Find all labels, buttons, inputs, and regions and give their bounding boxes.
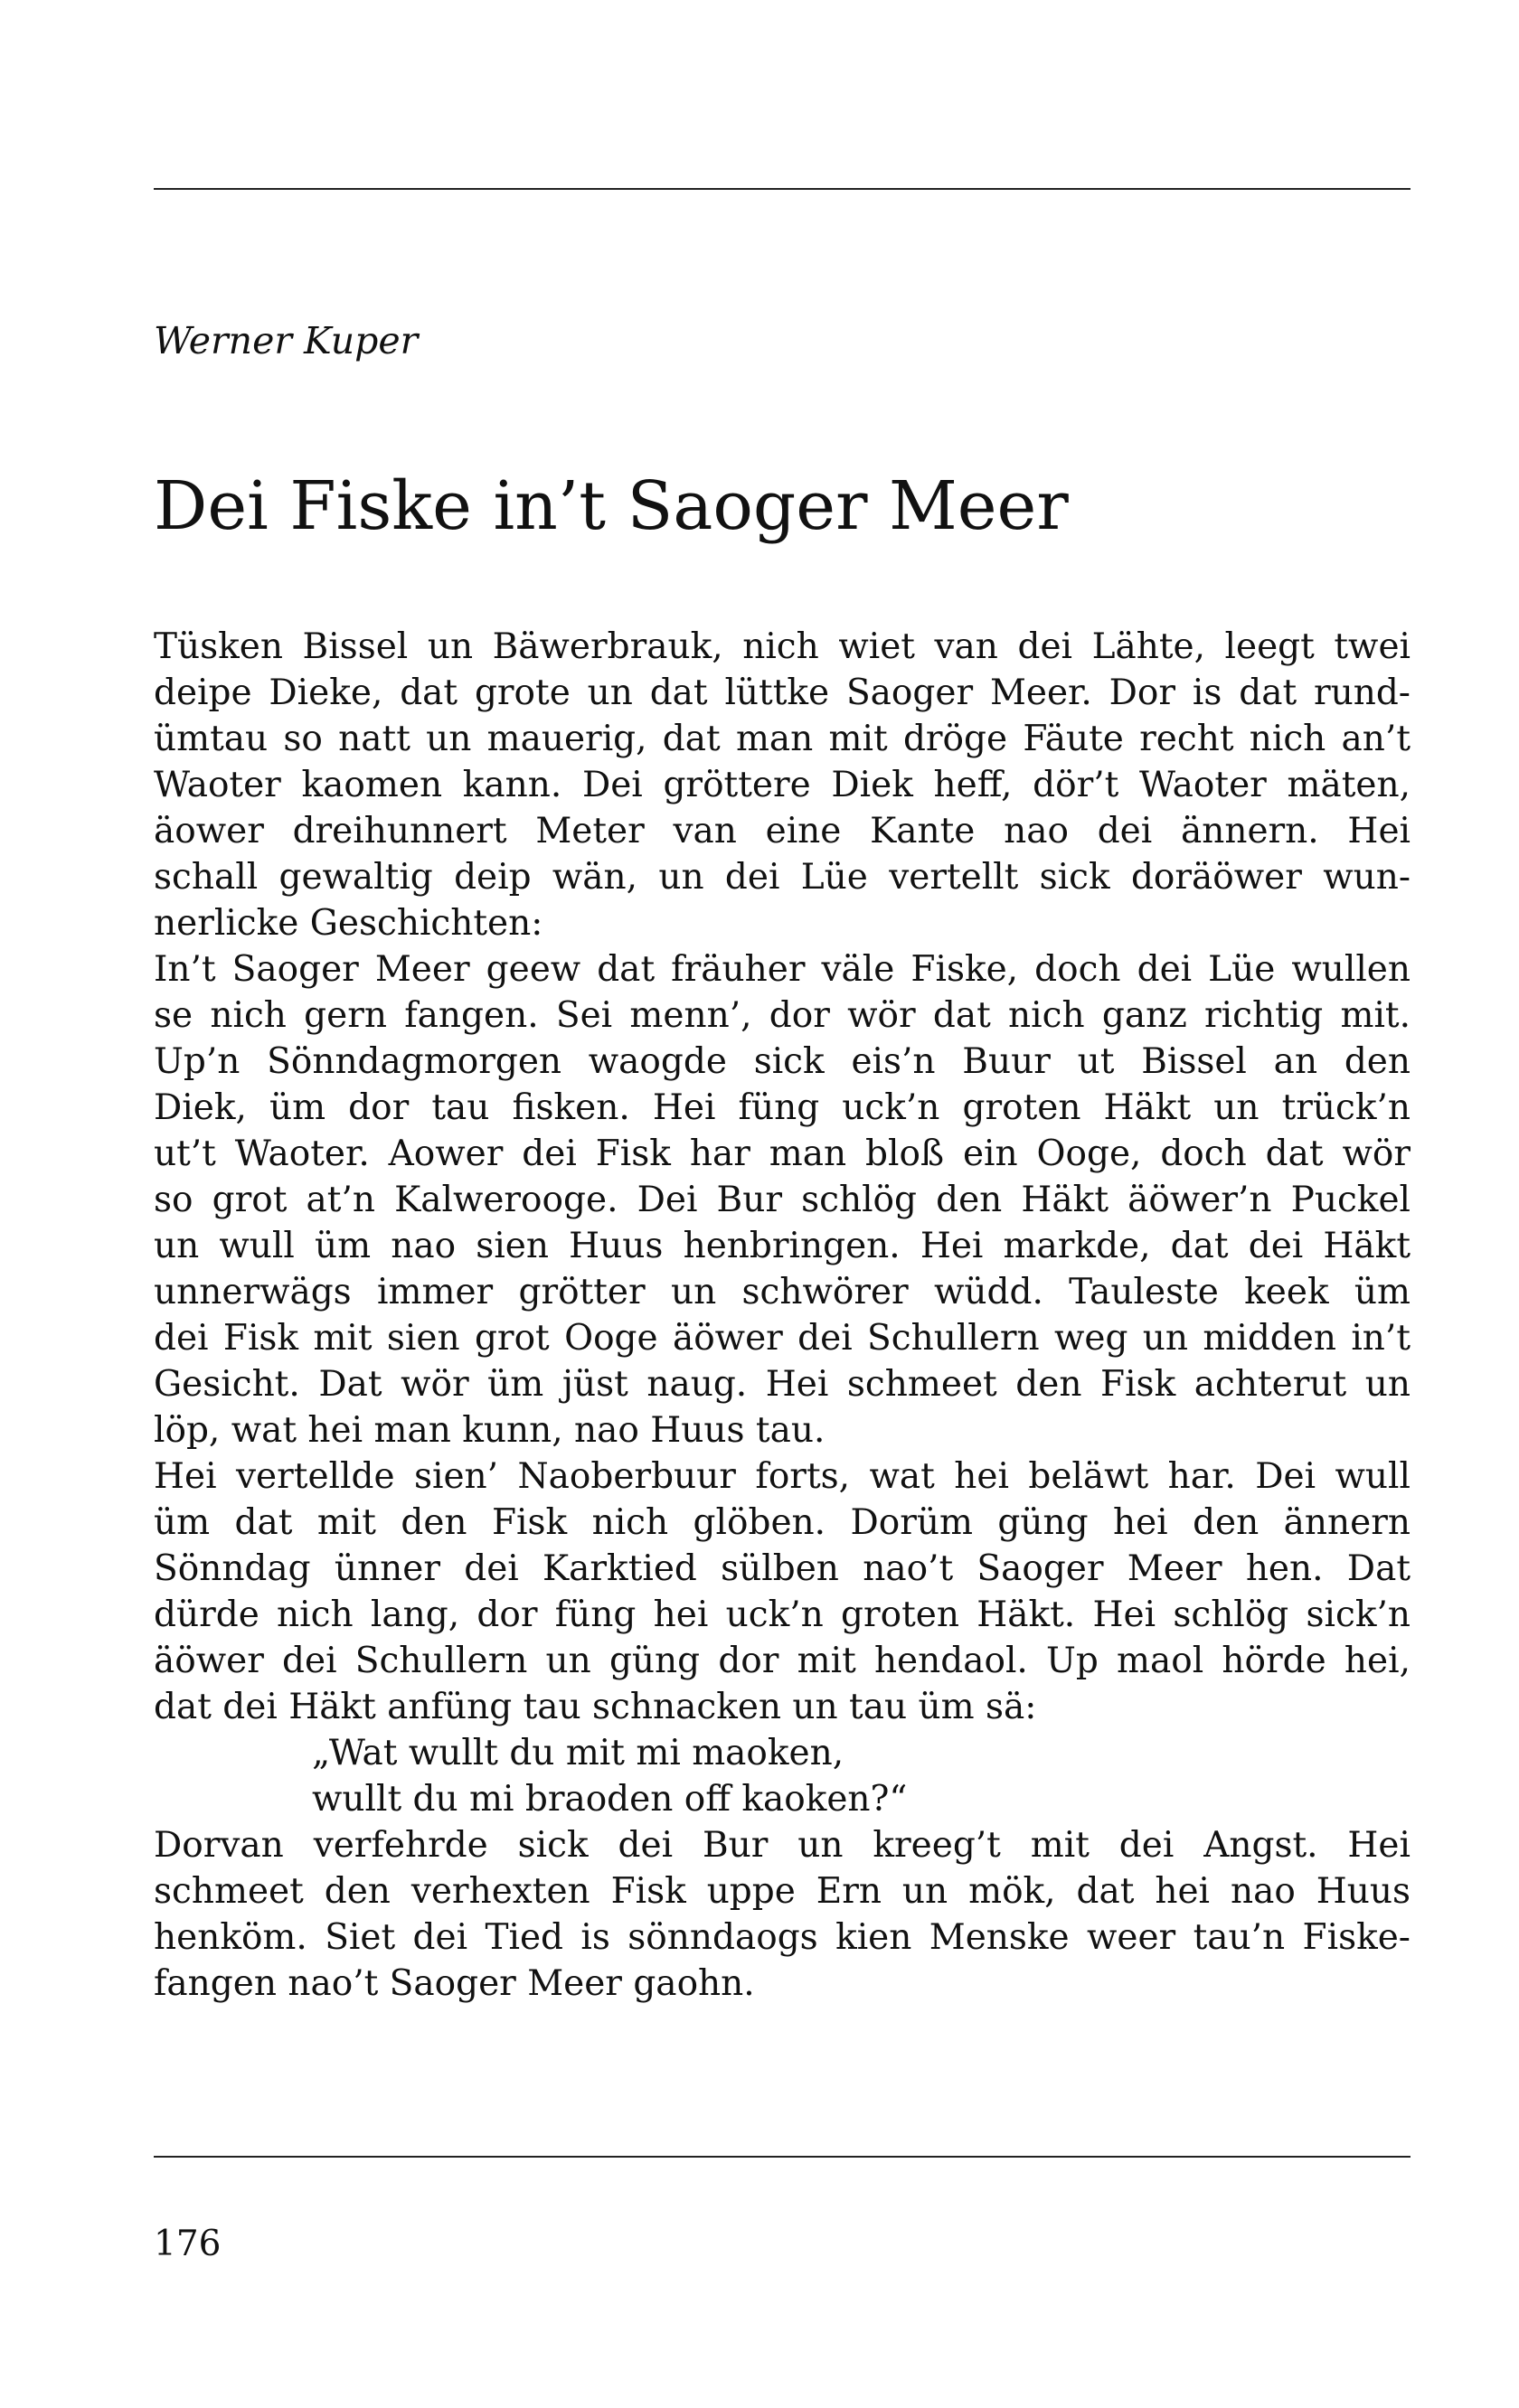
footer-rule bbox=[154, 2156, 1410, 2158]
text-line: Gesicht. Dat wör üm jüst naug. Hei schmeet den Fisk achterut un bbox=[154, 1364, 1410, 1405]
text-line: fangen nao’t Saoger Meer gaohn. bbox=[154, 1963, 755, 2004]
text-line: Dorvan verfehrde sick dei Bur un kreeg’t mit dei Angst. Hei bbox=[154, 1825, 1410, 1866]
text-line: löp, wat hei man kunn, nao Huus tau. bbox=[154, 1410, 826, 1451]
text-line: un wull üm nao sien Huus henbringen. Hei markde, dat dei Häkt bbox=[154, 1226, 1410, 1266]
text-line: nerlicke Geschichten: bbox=[154, 903, 543, 944]
text-line: deipe Dieke, dat grote un dat lüttke Saoger Meer. Dor is dat rund- bbox=[154, 673, 1410, 713]
text-line: se nich gern fangen. Sei menn’, dor wör dat nich ganz richtig mit. bbox=[154, 995, 1410, 1036]
text-line: so grot at’n Kalwerooge. Dei Bur schlög den Häkt äöwer’n Puckel bbox=[154, 1180, 1410, 1220]
verse-line: „Wat wullt du mit mi maoken, bbox=[312, 1733, 844, 1773]
text-line: In’t Saoger Meer geew dat fräuher väle Fiske, doch dei Lüe wullen bbox=[154, 949, 1410, 990]
text-line: dat dei Häkt anfüng tau schnacken un tau üm sä: bbox=[154, 1687, 1037, 1727]
text-line: schall gewaltig deip wän, un dei Lüe vertellt sick doräöwer wun- bbox=[154, 857, 1410, 898]
page-number: 176 bbox=[154, 2224, 222, 2264]
text-line: Sönndag ünner dei Karktied sülben nao’t Saoger Meer hen. Dat bbox=[154, 1548, 1410, 1589]
text-line: ümtau so natt un mauerig, dat man mit dröge Fäute recht nich an’t bbox=[154, 719, 1410, 759]
text-line: Up’n Sönndagmorgen waogde sick eis’n Buur ut Bissel an den bbox=[154, 1041, 1410, 1082]
story-title: Dei Fiske in’t Saoger Meer bbox=[154, 467, 1069, 545]
text-line: ut’t Waoter. Aower dei Fisk har man bloß ein Ooge, doch dat wör bbox=[154, 1133, 1410, 1174]
text-line: Diek, üm dor tau fisken. Hei füng uck’n groten Häkt un trück’n bbox=[154, 1087, 1410, 1128]
text-line: dei Fisk mit sien grot Ooge äöwer dei Schullern weg un midden in’t bbox=[154, 1318, 1410, 1359]
author-name: Werner Kuper bbox=[154, 319, 419, 362]
verse-line: wullt du mi braoden off kaoken?“ bbox=[312, 1779, 908, 1820]
text-line: dürde nich lang, dor füng hei uck’n groten Häkt. Hei schlög sick’n bbox=[154, 1594, 1410, 1635]
story-body bbox=[154, 624, 1410, 2007]
text-line: äower dreihunnert Meter van eine Kante nao dei ännern. Hei bbox=[154, 811, 1410, 851]
text-line: henköm. Siet dei Tied is sönndaogs kien Menske weer tau’n Fiske- bbox=[154, 1917, 1410, 1958]
text-line: äöwer dei Schullern un güng dor mit hendaol. Up maol hörde hei, bbox=[154, 1641, 1410, 1681]
text-line: Tüsken Bissel un Bäwerbrauk, nich wiet van dei Lähte, leegt twei bbox=[154, 626, 1410, 667]
text-line: Hei vertellde sien’ Naoberbuur forts, wat hei beläwt har. Dei wull bbox=[154, 1456, 1410, 1497]
text-line: schmeet den verhexten Fisk uppe Ern un mök, dat hei nao Huus bbox=[154, 1871, 1410, 1912]
text-line: Waoter kaomen kann. Dei gröttere Diek heff, dör’t Waoter mäten, bbox=[154, 765, 1410, 805]
header-rule bbox=[154, 188, 1410, 190]
text-line: üm dat mit den Fisk nich glöben. Dorüm güng hei den ännern bbox=[154, 1502, 1410, 1543]
text-line: unnerwägs immer grötter un schwörer wüdd. Tauleste keek üm bbox=[154, 1272, 1410, 1312]
